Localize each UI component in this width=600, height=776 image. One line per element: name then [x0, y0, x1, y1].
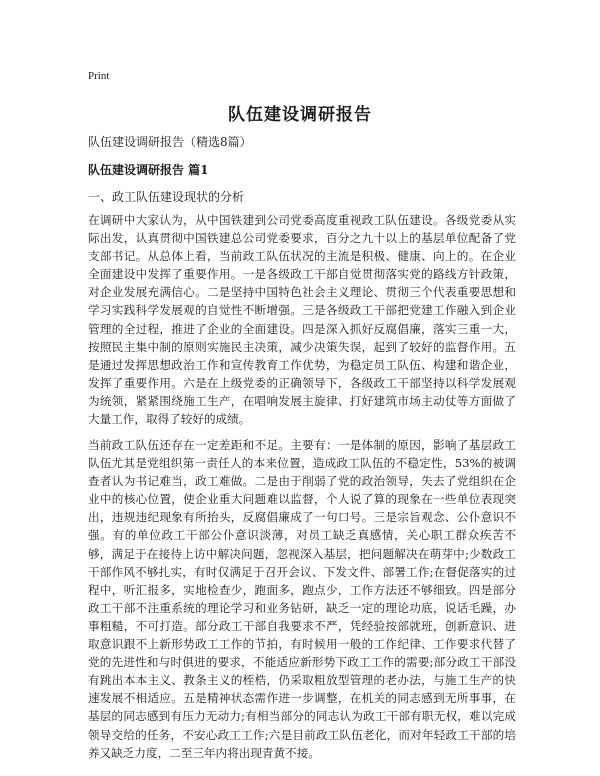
- print-link[interactable]: Print: [88, 70, 110, 82]
- document-subtitle: 队伍建设调研报告（精选8篇）: [88, 135, 252, 149]
- paragraph: 在调研中大家认为，从中国铁建到公司党委高度重视政工队伍建设。各级党委从实际出发，认真贯彻中国铁建总公司党委要求，百分之九十以上的基层单位配备了党支部书记。从总体上看，当前政工队伍状况的主流是积极、健康、向上的。在企业全面建设中发挥了重要作用。一是各级政工干部自觉贯彻落实党的路线方针政策，对企业发展充满信心。二是坚持中国特色社会主义理论、贯彻三个代表重要思想和学习实践科学发展观的自觉性不断增强。三是各级政工干部把党建工作融入到企业管理的全过程，推进了企业的全面建设。四是深入抓好反腐倡廉，落实三重一大，按照民主集中制的原则实施民主决策，减少决策失误，起到了较好的监督作用。五是通过发挥思想政治工作和宣传教育工作优势，为稳定员工队伍、构建和谐企业，发挥了重要作用。六是在上级党委的正确领导下，各级政工干部坚持以科学发展观为统领，紧紧围绕施工生产，在唱响发展主旋律、打好建筑市场主动仗等方面做了大量工作，取得了较好的成绩。: [88, 213, 516, 427]
- subheading: 一、政工队伍建设现状的分析: [88, 190, 245, 204]
- document-title: 队伍建设调研报告: [228, 105, 372, 125]
- paragraph: 当前政工队伍还存在一定差距和不足。主要有：一是体制的原因，影响了基层政工队伍尤其是党组织第一责任人的本来位置，造成政工队伍的不稳定性，53%的被调查者认为书记难当，政工难做。二是由于削弱了党的政治领导，失去了党组织在企业中的核心位置，使企业重大问题难以监督，个人说了算的现象在一些单位表现突出，违规违纪现象有所抬头，反腐倡廉成了一句口号。三是宗旨观念、公仆意识不强。有的单位政工干部公仆意识淡薄，对员工缺乏真感情，关心职工群众疾苦不够，满足于在接待上访中解决问题，忽视深入基层，把问题解决在萌芽中;少数政工干部作风不够扎实，有时仅满足于召开会议、下发文件、部署工作;在督促落实的过程中，听汇报多，实地检查少，跑面多，跑点少，工作方法还不够细致。四是部分政工干部不注重系统的理论学习和业务钻研，缺乏一定的理论功底，说话毛躁，办事粗糙，不可打造。部分政工干部自我要求不严，凭经验按部就班，创新意识、进取意识跟不上新形势政工工作的节拍，有时候用一般的工作纪律、工作要求代替了党的先进性和与时俱进的要求，不能适应新形势下政工工作的需要;部分政工干部没有跳出本本主义、教条主义的桎梏，仍采取粗放型管理的老办法，与施工生产的快速发展不相适应。五是精神状态需作进一步调整，在机关的同志感到无所事事，在基层的同志感到有压力无动力;有相当部分的同志认为政工干部有职无权，难以完成领导交给的任务，不安心政工工作;六是目前政工队伍老化，而对年轻政工干部的培养又缺乏力度，二至三年内将出现青黄不接。: [88, 438, 516, 760]
- section-heading: 队伍建设调研报告 篇1: [88, 163, 209, 177]
